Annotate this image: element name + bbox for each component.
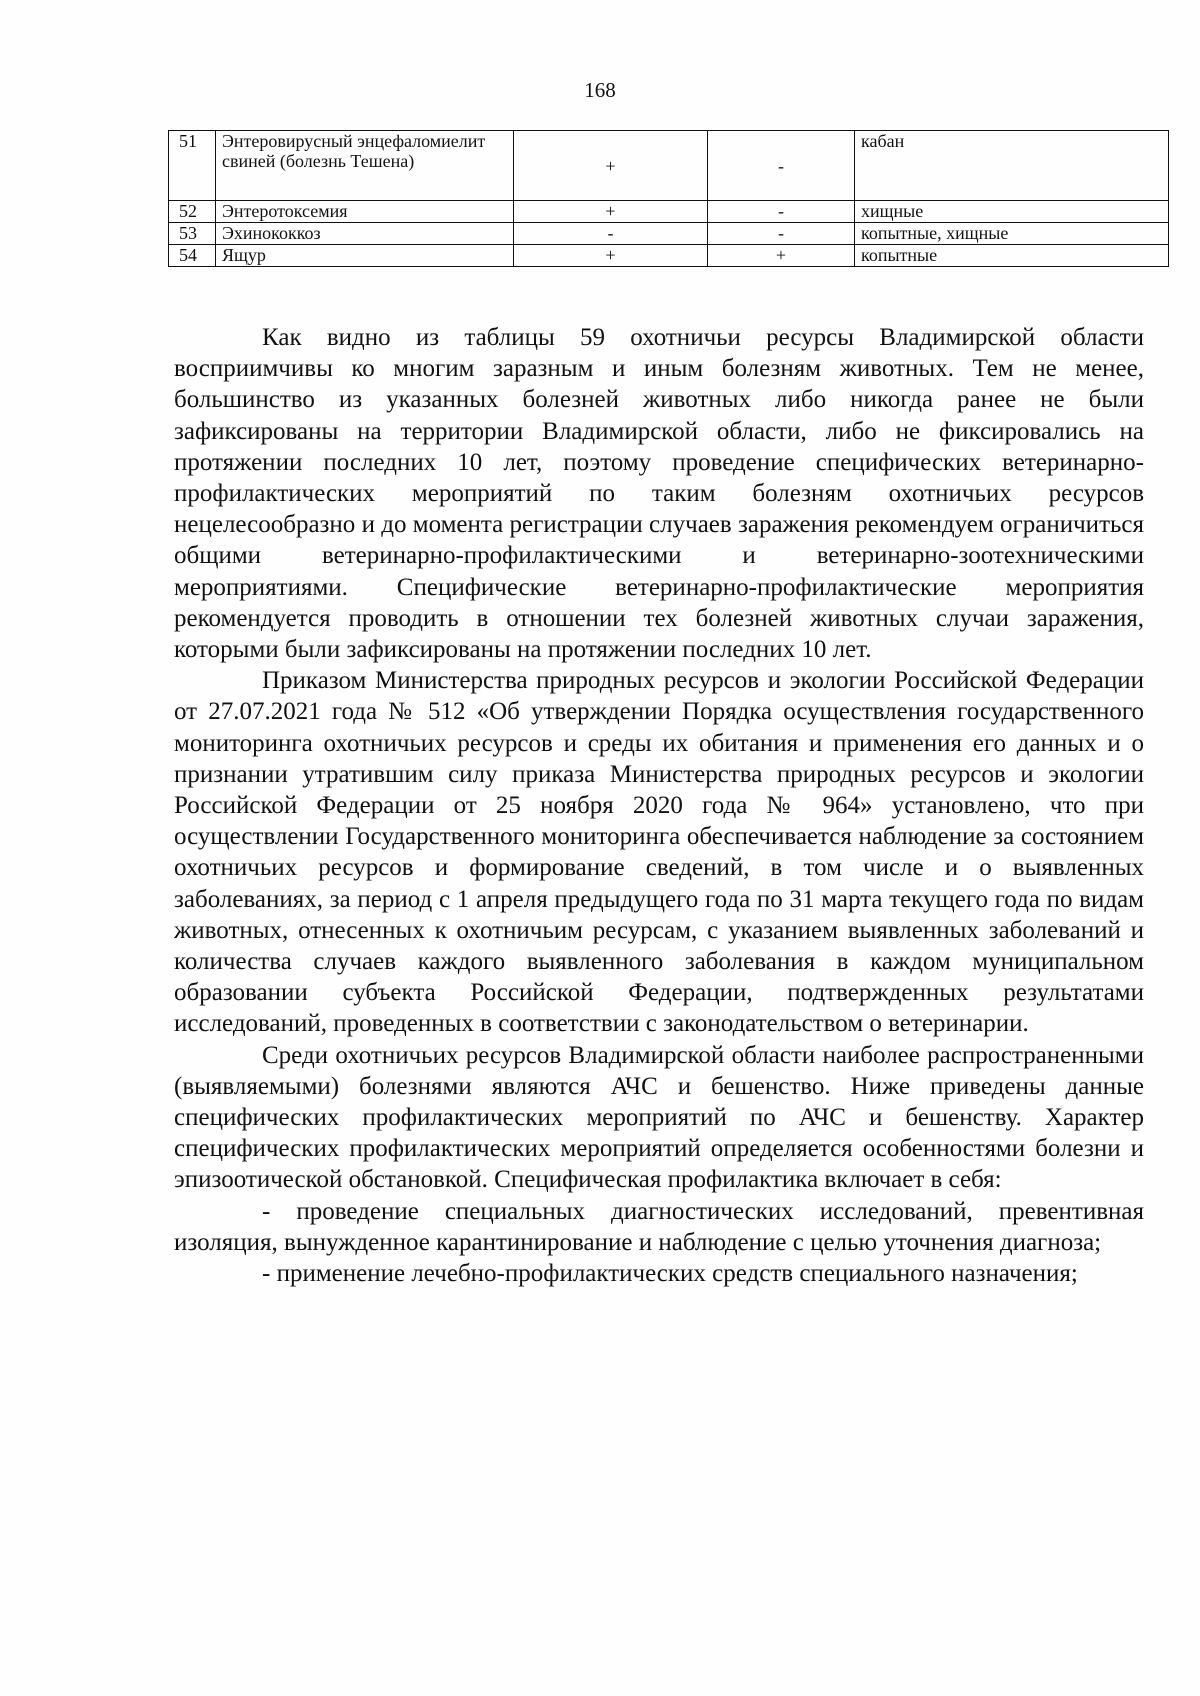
row-number: 53: [169, 223, 216, 245]
list-item-treatment: - применение лечебно-профилактических средств специального назначения;: [262, 1260, 1078, 1288]
mark-cell: +: [514, 245, 708, 267]
paragraph-common-diseases: Среди охотничьих ресурсов Владимирской области наиболее распространенными (выявляемыми) болезнями являются АЧС и бешенство. Ниже приведены данные специфических профилактических мероприятий по АЧС и бешенству. Характер специфических профилактических мероприятий определяется особенностями болезни и эпизоотической обстановкой. Специфическая профилактика включает в себя:: [174, 1041, 1144, 1194]
table-row: [169, 245, 1169, 267]
list-item-diagnostics: - проведение специальных диагностических исследований, превентивная изоляция, вынужденное карантинирование и наблюдение с целью уточнения диагноза;: [174, 1197, 1144, 1256]
table-row: [169, 223, 1169, 245]
mark-cell: +: [708, 245, 855, 267]
paragraph-ministry-order: Приказом Министерства природных ресурсов и экологии Российской Федерации от 27.07.2021 года № 512 «Об утверждении Порядка осуществления государственного мониторинга охотничьих ресурсов и среды их обитания и применения его данных и о признании утратившим силу приказа Министерства природных ресурсов и экологии Российской Федерации от 25 ноября 2020 года № 964» установлено, что при осуществлении Государственного мониторинга обеспечивается наблюдение за состоянием охотничьих ресурсов и формирование сведений, в том числе и о выявленных заболеваниях, за период с 1 апреля предыдущего года по 31 марта текущего года по видам животных, отнесенных к охотничьим ресурсам, с указанием выявленных заболеваний и количества случаев каждого выявленного заболевания в каждом муниципальном образовании субъекта Российской Федерации, подтвержденных результатами исследований, проведенных в соответствии с законодательством о ветеринарии.: [174, 667, 1144, 1038]
animal-group: копытные, хищные: [855, 223, 1169, 245]
mark-cell: -: [708, 201, 855, 223]
paragraph-table-summary: Как видно из таблицы 59 охотничьи ресурсы Владимирской области восприимчивы ко многим заразным и иным болезням животных. Тем не менее, большинство из указанных болезней животных либо никогда ранее не были зафиксированы на территории Владимирской области, либо не фиксировались на протяжении последних 10 лет, поэтому проведение специфических ветеринарно-профилактических мероприятий по таким болезням охотничьих ресурсов нецелесообразно и до момента регистрации случаев заражения рекомендуем ограничиться общими ветеринарно-профилактическими и ветеринарно-зоотехническими мероприятиями. Специфические ветеринарно-профилактические мероприятия рекомендуется проводить в отношении тех болезней животных случаи заражения, которыми были зафиксированы на протяжении последних 10 лет.: [174, 324, 1144, 664]
mark-cell: +: [514, 201, 708, 223]
row-number: 51: [169, 131, 216, 201]
disease-table: [168, 130, 1169, 267]
table-row: [169, 131, 1169, 201]
mark-cell: -: [708, 131, 855, 201]
disease-name: Ящур: [216, 245, 514, 267]
animal-group: хищные: [855, 201, 1169, 223]
row-number: 54: [169, 245, 216, 267]
disease-name: Энтеротоксемия: [216, 201, 514, 223]
animal-group: кабан: [855, 131, 1169, 201]
mark-cell: -: [514, 223, 708, 245]
row-number: 52: [169, 201, 216, 223]
disease-name: Эхинококкоз: [216, 223, 514, 245]
mark-cell: +: [514, 131, 708, 201]
disease-name: Энтеровирусный энцефаломиелит свиней (болезнь Тешена): [216, 131, 514, 201]
mark-cell: -: [708, 223, 855, 245]
page-number: 168: [584, 78, 616, 102]
body-text: [174, 322, 1144, 1289]
animal-group: копытные: [855, 245, 1169, 267]
table-row: [169, 201, 1169, 223]
